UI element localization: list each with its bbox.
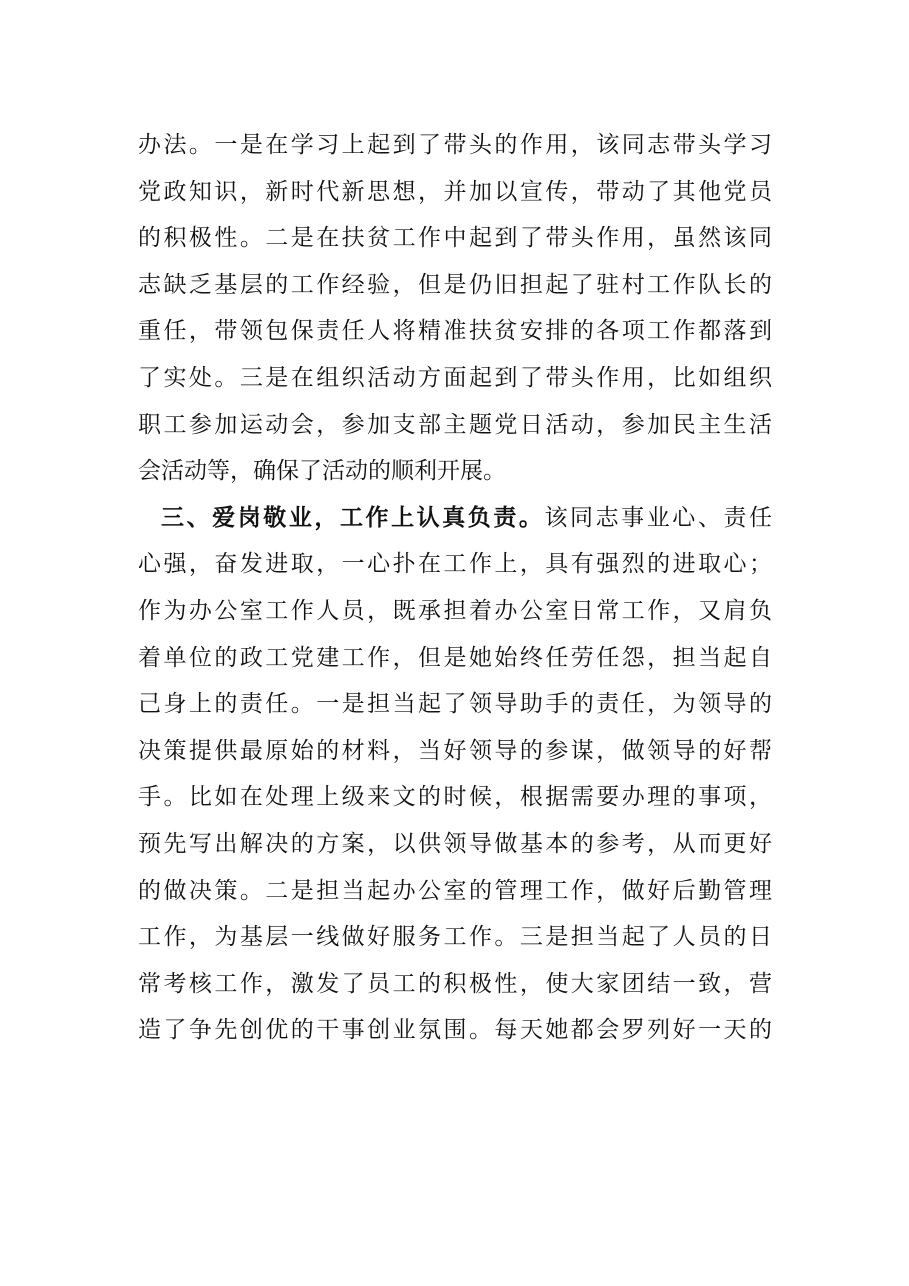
section-heading: 三、爱岗敬业，工作上认真负责。 (161, 503, 545, 531)
text-line: 心强，奋发进取，一心扑在工作上，具有强烈的进取心； (138, 551, 772, 578)
text-line: 职工参加运动会，参加支部主题党日活动，参加民主生活 (138, 411, 772, 438)
text-line: 办法。一是在学习上起到了带头的作用，该同志带头学习 (138, 132, 772, 158)
paragraph-2 (138, 495, 772, 1054)
text-line: 造了争先创优的干事创业氛围。每天她都会罗列好一天的 (138, 1017, 772, 1044)
text-line: 的积极性。二是在扶贫工作中起到了带头作用，虽然该同 (138, 225, 772, 252)
text-line: 作为办公室工作人员，既承担着办公室日常工作，又肩负 (138, 597, 772, 624)
text-line: 党政知识，新时代新思想，并加以宣传，带动了其他党员 (138, 178, 772, 205)
text-line: 预先写出解决的方案，以供领导做基本的参考，从而更好 (138, 830, 772, 857)
text-line: 志缺乏基层的工作经验，但是仍旧担起了驻村工作队长的 (138, 271, 772, 298)
text-line: 了实处。三是在组织活动方面起到了带头作用，比如组织 (138, 364, 772, 391)
heading-line (138, 495, 772, 542)
paragraph-1 (138, 122, 772, 495)
text-line: 着单位的政工党建工作，但是她始终任劳任怨，担当起自 (138, 644, 772, 671)
text-line: 重任，带领包保责任人将精准扶贫安排的各项工作都落到 (138, 318, 772, 345)
text-line: 常考核工作，激发了员工的积极性，使大家团结一致，营 (138, 970, 772, 997)
body-text (138, 122, 772, 1054)
heading-line-rest: 该同志事业心、责任 (544, 504, 773, 531)
text-line: 的做决策。二是担当起办公室的管理工作，做好后勤管理 (138, 877, 772, 904)
text-line: 决策提供最原始的材料，当好领导的参谋，做领导的好帮 (138, 737, 772, 764)
text-line: 会活动等，确保了活动的顺利开展。 (138, 458, 506, 485)
text-line: 手。比如在处理上级来文的时候，根据需要办理的事项， (138, 784, 772, 811)
text-line: 工作，为基层一线做好服务工作。三是担当起了人员的日 (138, 924, 772, 951)
text-line: 己身上的责任。一是担当起了领导助手的责任，为领导的 (138, 691, 772, 718)
